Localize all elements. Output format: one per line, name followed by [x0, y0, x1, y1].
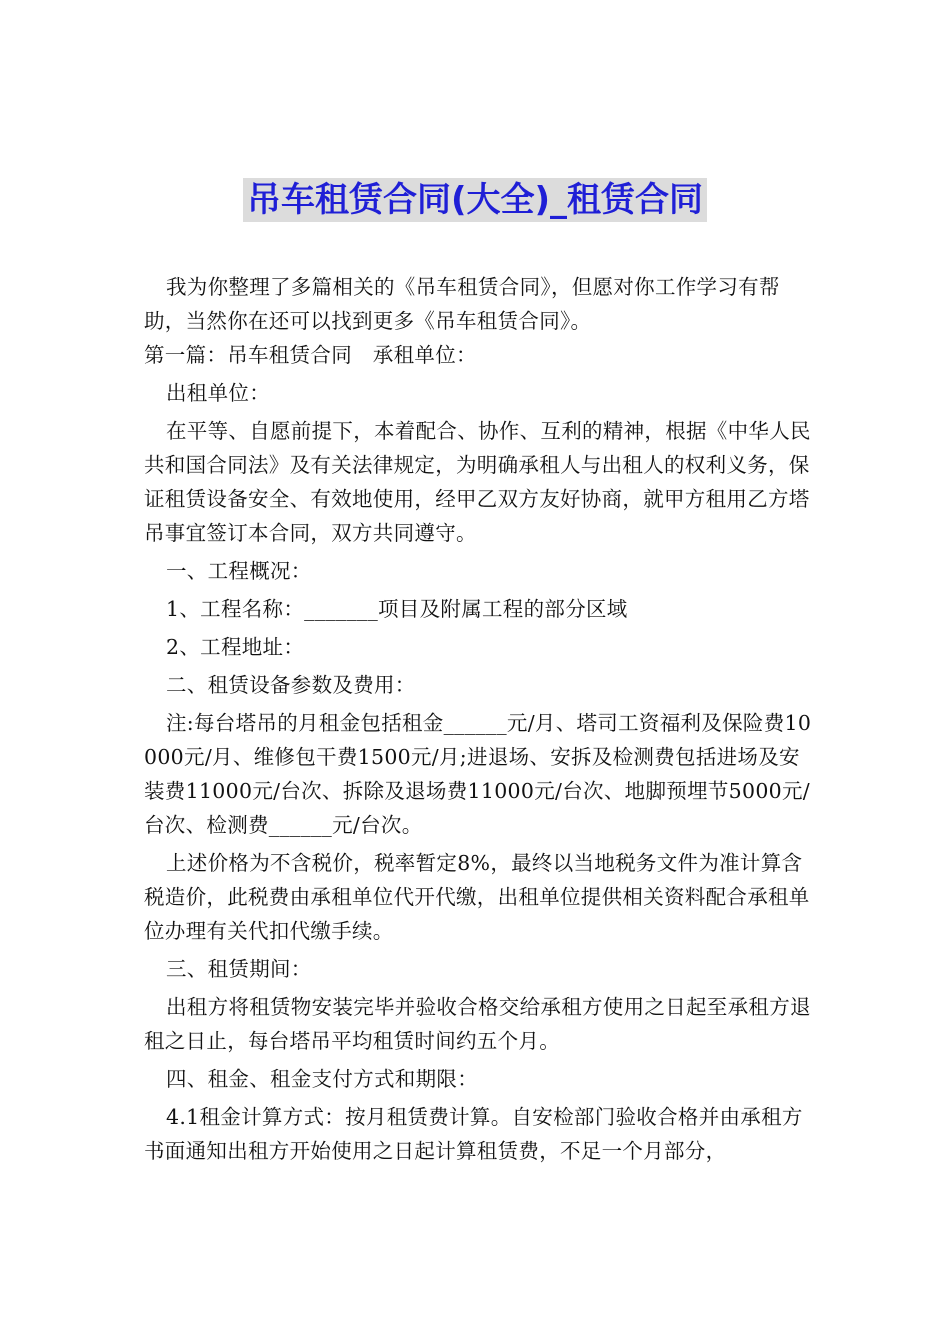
paragraph-project-overview: 一、工程概况： [166, 559, 312, 583]
paragraph-lease-period-heading: 三、租赁期间： [166, 957, 312, 981]
paragraph-fee-note: 注:每台塔吊的月租金包括租金______元/月、塔司工资福利及保险费10000元/月、维修包干费1500元/月;进退场、安拆及检测费包括进场及安装费11000元/台次、拆除及退场费11000元/台次、地脚预埋节5000元/台次、检测费______元/台次。 [144, 711, 812, 837]
paragraph-rent-heading: 四、租金、租金支付方式和期限： [166, 1067, 478, 1091]
paragraph-tax: 上述价格为不含税价，税率暂定8%，最终以当地税务文件为准计算含税造价，此税费由承租单位代开代缴，出租单位提供相关资料配合承租单位办理有关代扣代缴手续。 [144, 851, 810, 943]
title-container [0, 178, 950, 222]
paragraph-project-name: 1、工程名称：_______项目及附属工程的部分区域 [166, 597, 628, 621]
document-body [144, 270, 814, 1168]
paragraph-project-address: 2、工程地址： [166, 635, 305, 659]
paragraph-equipment-fees: 二、租赁设备参数及费用： [166, 673, 416, 697]
document-title: 吊车租赁合同(大全)_租赁合同 [243, 178, 707, 222]
paragraph-lessor: 出租单位： [166, 381, 270, 405]
paragraph-section-heading: 第一篇：吊车租赁合同 承租单位： [144, 343, 477, 367]
paragraph-lease-period: 出租方将租赁物安装完毕并验收合格交给承租方使用之日起至承租方退租之日止，每台塔吊平均租赁时间约五个月。 [144, 995, 811, 1053]
paragraph-intro: 我为你整理了多篇相关的《吊车租赁合同》，但愿对你工作学习有帮助，当然你在还可以找到更多《吊车租赁合同》。 [144, 275, 780, 333]
paragraph-preamble: 在平等、自愿前提下，本着配合、协作、互利的精神，根据《中华人民共和国合同法》及有关法律规定，为明确承租人与出租人的权利义务，保证租赁设备安全、有效地使用，经甲乙双方友好协商，就甲方租用乙方塔吊事宜签订本合同，双方共同遵守。 [144, 419, 811, 545]
paragraph-rent-calculation: 4.1租金计算方式：按月租赁费计算。自安检部门验收合格并由承租方书面通知出租方开始使用之日起计算租赁费，不足一个月部分， [144, 1105, 803, 1163]
